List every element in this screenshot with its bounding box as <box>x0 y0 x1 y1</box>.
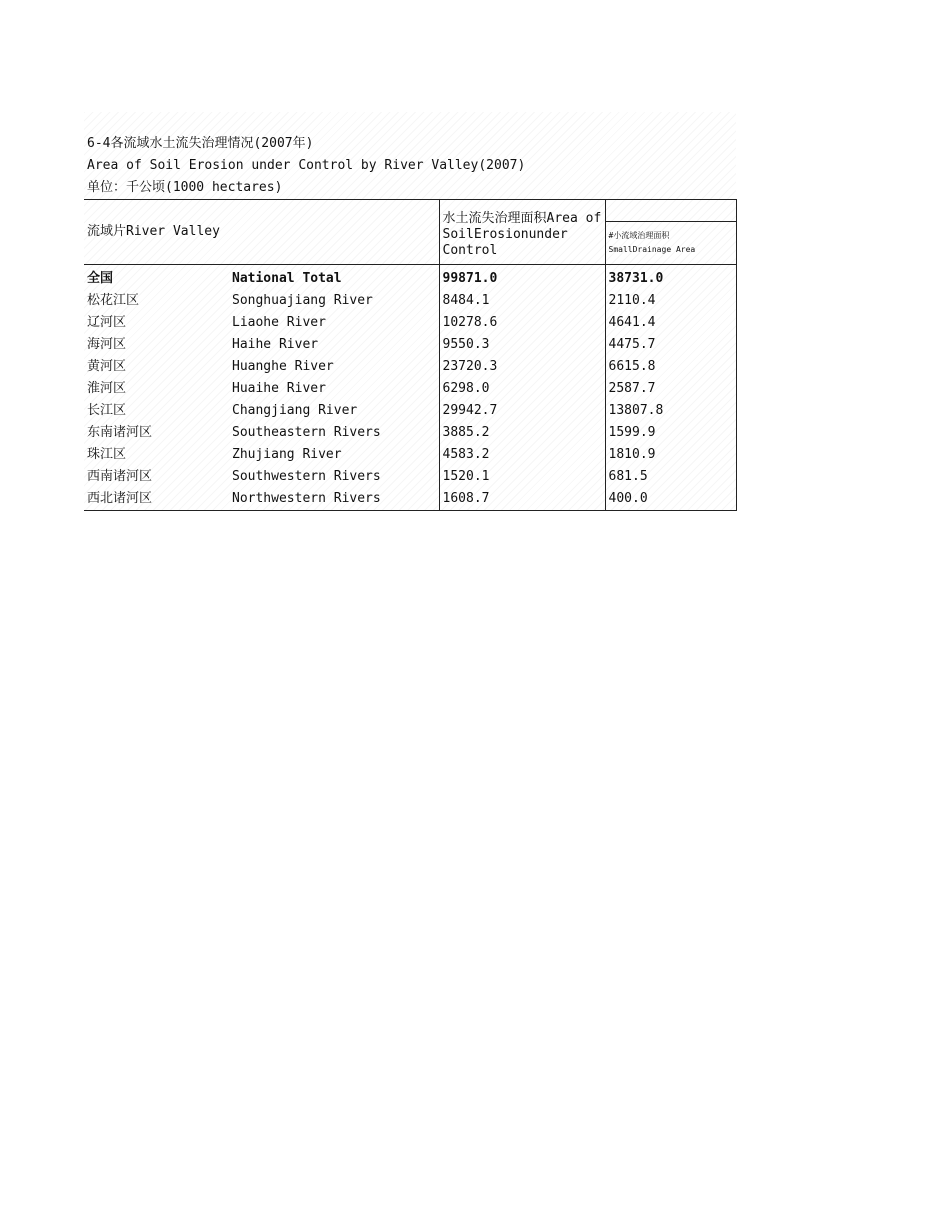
row-cn: 淮河区 <box>87 381 127 396</box>
table-row <box>84 290 736 312</box>
header-area-controlled: 水土流失治理面积Area of SoilErosionunder Control <box>439 200 605 265</box>
row-en: Haihe River <box>232 337 319 352</box>
row-area: 23720.3 <box>439 356 605 378</box>
header-small-drainage-en: SmallDrainage Area <box>608 245 696 254</box>
row-cn: 西北诸河区 <box>84 488 229 511</box>
row-small: 1810.9 <box>605 444 736 466</box>
row-area: 4583.2 <box>439 444 605 466</box>
row-en: Huaihe River <box>232 381 326 396</box>
row-area: 99871.0 <box>439 265 605 291</box>
row-small: 2587.7 <box>605 378 736 400</box>
row-cn: 海河区 <box>87 337 127 352</box>
header-small-drainage-blank <box>605 200 736 222</box>
row-area: 8484.1 <box>439 290 605 312</box>
spreadsheet-table <box>84 112 736 511</box>
row-area: 1608.7 <box>439 488 605 511</box>
row-small: 38731.0 <box>605 265 736 291</box>
row-en: Songhuajiang River <box>232 293 373 308</box>
row-en: Northwestern Rivers <box>229 488 439 511</box>
table-title-cn: 6-4各流域水土流失治理情况(2007年) <box>87 136 314 151</box>
row-en: Liaohe River <box>232 315 326 330</box>
row-small: 1599.9 <box>605 422 736 444</box>
table-row <box>84 466 736 488</box>
row-small: 681.5 <box>605 466 736 488</box>
row-cn: 东南诸河区 <box>87 425 153 440</box>
table-row <box>84 356 736 378</box>
row-cn: 松花江区 <box>87 293 140 308</box>
row-cn: 长江区 <box>87 403 127 418</box>
row-small: 4475.7 <box>605 334 736 356</box>
row-en: Zhujiang River <box>232 447 342 462</box>
table-row <box>84 378 736 400</box>
row-area: 1520.1 <box>439 466 605 488</box>
table-row <box>84 444 736 466</box>
row-cn: 黄河区 <box>87 359 127 374</box>
row-small: 2110.4 <box>605 290 736 312</box>
table-row <box>84 400 736 422</box>
header-river-valley: 流域片River Valley <box>84 200 439 265</box>
row-en: Southeastern Rivers <box>232 425 381 440</box>
table-row <box>84 334 736 356</box>
header-small-drainage-cn: #小流域治理面积 <box>608 231 670 240</box>
row-small: 4641.4 <box>605 312 736 334</box>
table-row <box>84 265 736 291</box>
row-en: Southwestern Rivers <box>232 469 381 484</box>
row-en: National Total <box>232 271 342 286</box>
table-title-en: Area of Soil Erosion under Control by River Valley(2007) <box>87 158 526 173</box>
row-cn: 全国 <box>87 271 114 286</box>
data-table <box>84 199 737 511</box>
row-area: 6298.0 <box>439 378 605 400</box>
table-row <box>84 422 736 444</box>
row-area: 10278.6 <box>439 312 605 334</box>
row-cn: 珠江区 <box>87 447 127 462</box>
row-small: 13807.8 <box>605 400 736 422</box>
header-small-drainage <box>605 222 736 265</box>
header-row <box>84 200 736 222</box>
row-area: 3885.2 <box>439 422 605 444</box>
row-en: Huanghe River <box>232 359 334 374</box>
row-cn: 西南诸河区 <box>87 469 153 484</box>
row-cn: 辽河区 <box>87 315 127 330</box>
row-small: 6615.8 <box>605 356 736 378</box>
row-small: 400.0 <box>605 488 736 511</box>
table-row <box>84 312 736 334</box>
table-row <box>84 488 736 511</box>
unit-label: 单位：千公顷(1000 hectares) <box>87 180 283 195</box>
row-en: Changjiang River <box>232 403 358 418</box>
row-area: 29942.7 <box>439 400 605 422</box>
row-area: 9550.3 <box>439 334 605 356</box>
